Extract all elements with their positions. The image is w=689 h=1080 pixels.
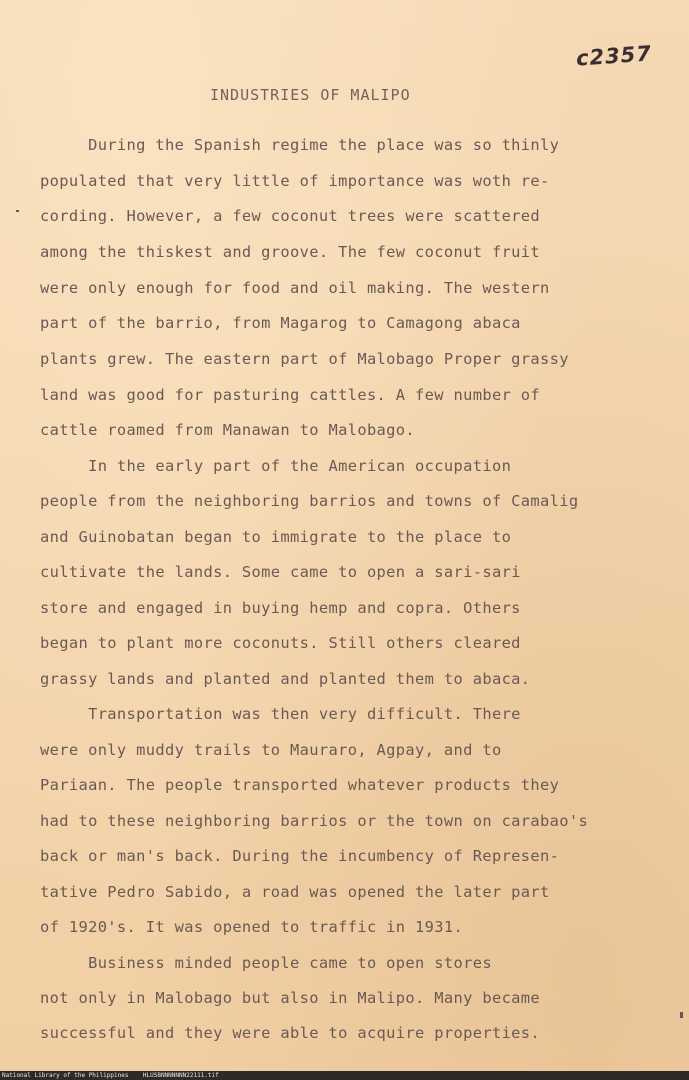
text-line: Transportation was then very difficult. There bbox=[40, 705, 521, 723]
text-line: cattle roamed from Manawan to Malobago. bbox=[40, 421, 416, 439]
text-line: grassy lands and planted and planted them to abaca. bbox=[40, 670, 531, 688]
margin-mark bbox=[16, 210, 19, 212]
text-line: cultivate the lands. Some came to open a sari-sari bbox=[40, 563, 521, 581]
text-line: populated that very little of importance was woth re- bbox=[40, 172, 550, 190]
text-line: had to these neighboring barrios or the town on carabao's bbox=[40, 812, 589, 830]
text-line: plants grew. The eastern part of Malobago Proper grassy bbox=[40, 350, 569, 368]
text-line: successful and they were able to acquire properties. bbox=[40, 1024, 541, 1042]
text-line: of 1920's. It was opened to traffic in 1931. bbox=[40, 918, 464, 936]
reference-number: c2357 bbox=[575, 41, 653, 71]
text-line: part of the barrio, from Magarog to Camagong abaca bbox=[40, 314, 521, 332]
text-line: and Guinobatan began to immigrate to the place to bbox=[40, 528, 512, 546]
text-line: store and engaged in buying hemp and copra. Others bbox=[40, 599, 521, 617]
text-line: began to plant more coconuts. Still others cleared bbox=[40, 634, 521, 652]
text-line: land was good for pasturing cattles. A few number of bbox=[40, 386, 541, 404]
text-line: cording. However, a few coconut trees were scattered bbox=[40, 207, 541, 225]
text-line: back or man's back. During the incumbency of Represen- bbox=[40, 847, 560, 865]
text-line: were only muddy trails to Mauraro, Agpay, and to bbox=[40, 741, 502, 759]
footer-text: National Library of the Philippines HLUSBNNNNNNN22111.tif bbox=[2, 1072, 219, 1079]
text-line: Business minded people came to open stores bbox=[40, 954, 492, 972]
text-line: among the thiskest and groove. The few coconut fruit bbox=[40, 243, 541, 261]
text-line: During the Spanish regime the place was so thinly bbox=[40, 136, 560, 154]
text-line: people from the neighboring barrios and towns of Camalig bbox=[40, 492, 579, 510]
text-line: were only enough for food and oil making. The western bbox=[40, 279, 550, 297]
text-line: In the early part of the American occupation bbox=[40, 457, 512, 475]
text-line: not only in Malobago but also in Malipo. Many became bbox=[40, 989, 541, 1007]
text-line: Pariaan. The people transported whatever products they bbox=[40, 776, 560, 794]
text-line: tative Pedro Sabido, a road was opened the later part bbox=[40, 883, 550, 901]
margin-mark bbox=[680, 1012, 683, 1018]
document-title: INDUSTRIES OF MALIPO bbox=[210, 86, 411, 104]
